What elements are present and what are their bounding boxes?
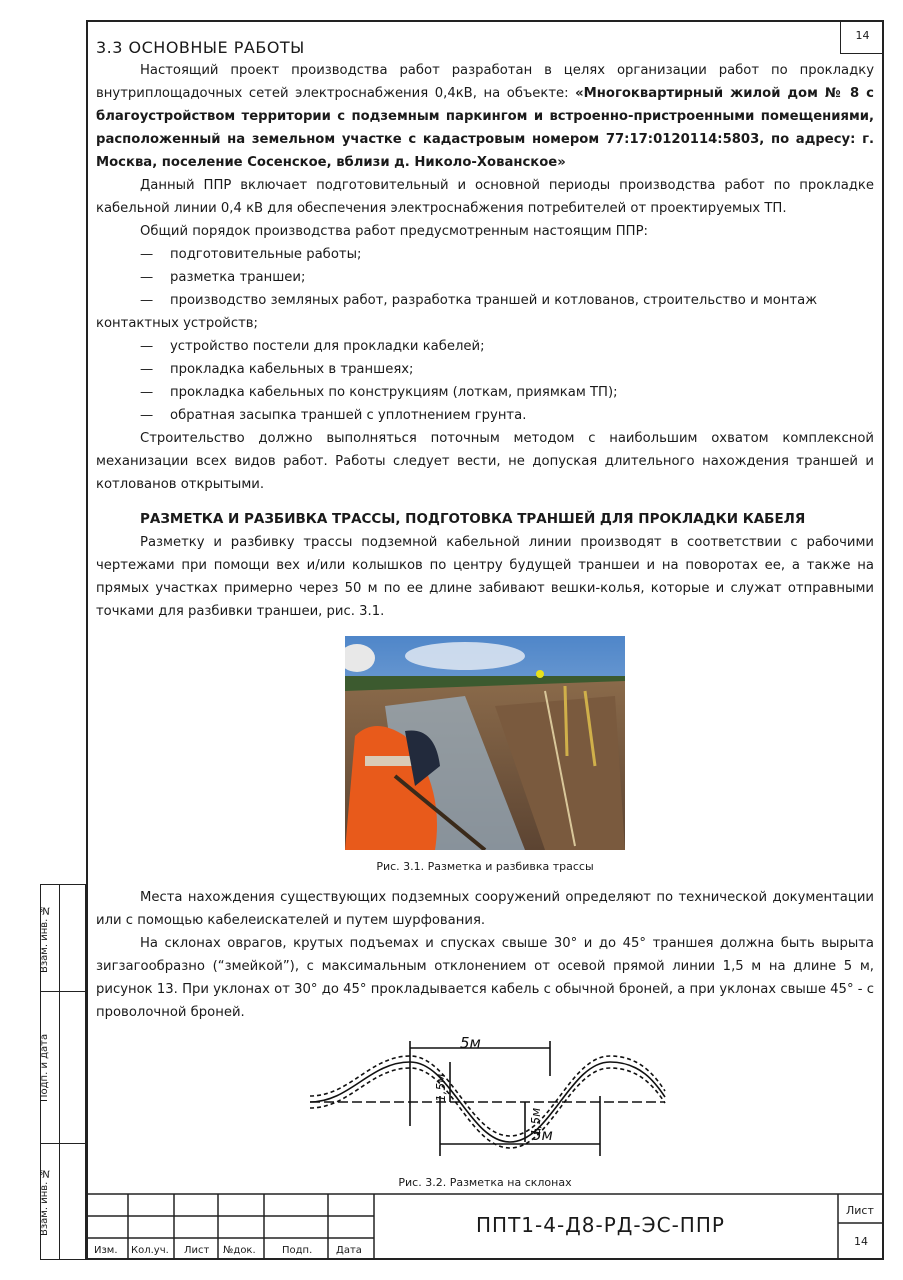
paragraph-method: Строительство должно выполняться поточным методом с наибольшим охватом комплексной механизации всех видов работ. Работы следует вести, не допуская длительного нахождения траншей и котлованов открытыми.: [96, 431, 874, 492]
col-list: Лист: [184, 1245, 210, 1256]
paragraph-utilities: Места нахождения существующих подземных сооружений определяют по технической документации или с помощью кабелеискателей и путем шурфования.: [96, 890, 874, 928]
paragraph-order: Общий порядок производства работ предусмотренным настоящим ППР:: [140, 224, 648, 239]
col-podp: Подп.: [282, 1245, 313, 1256]
dash: —: [140, 362, 154, 377]
paragraph-slopes: На склонах оврагов, крутых подъемах и спусках свыше 30° и до 45° траншея должна быть вырыта зигзагообразно (“змейкой”), с максимальным отклонением от осевой прямой линии 1,5 м на длине 5 м, рисунок 13. При уклонах от 30° до 45° прокладывается кабель с обычной броней, а при уклонах свыше 45° - с проволочной броней.: [96, 936, 874, 1020]
list-item-text: обратная засыпка траншей с уплотнением грунта.: [170, 408, 527, 423]
figure-caption-1: Рис. 3.1. Разметка и разбивка трассы: [376, 860, 594, 873]
main-text-lower: [96, 886, 874, 1024]
list-item: [96, 381, 874, 404]
side-stamp: [40, 884, 86, 1260]
side-label-1: Взам. инв. №: [39, 904, 50, 974]
list-item-text: устройство постели для прокладки кабелей;: [170, 339, 485, 354]
list-item-continuation: контактных устройств;: [96, 316, 258, 331]
main-text: [96, 36, 874, 623]
col-data: Дата: [336, 1245, 362, 1256]
figure-caption-2: Рис. 3.2. Разметка на склонах: [398, 1176, 572, 1189]
document-code: ППТ1-4-Д8-РД-ЭС-ППР: [476, 1213, 725, 1237]
dash: —: [140, 385, 154, 400]
list-item: [96, 289, 874, 312]
sheet-number-bottom: 14: [854, 1235, 868, 1248]
list-item-text: прокладка кабельных по конструкциям (лоткам, приямкам ТП);: [170, 385, 618, 400]
side-label-2: Подп. и дата: [39, 1033, 50, 1103]
list-item: [96, 266, 874, 289]
diagram-label-left: 1,5м: [434, 1073, 448, 1102]
paragraph-intro-plain: Настоящий проект производства работ разработан в целях организации работ по прокладку внутриплощадочных сетей электроснабжения 0,4кВ, на объекте:: [96, 63, 874, 101]
object-name: «Многоквартирный жилой дом № 8 с благоустройством территории с подземным паркингом и встроенно-пристроенными помещениями, расположенный на земельном участке с кадастровым номером 77:17:0120114:5803, по адресу: г. Москва, поселение Сосенское, вблизи д. Николо-Хованское»: [96, 86, 874, 170]
col-ndok: №док.: [223, 1245, 256, 1256]
sheet-label: Лист: [846, 1204, 874, 1217]
dash: —: [140, 339, 154, 354]
dash: —: [140, 247, 154, 262]
slope-zigzag-diagram: [300, 1036, 670, 1156]
list-item-text: прокладка кабельных в траншеях;: [170, 362, 414, 377]
list-item: [96, 335, 874, 358]
diagram-label-right: 1,5м: [529, 1107, 543, 1136]
col-izm: Изм.: [94, 1245, 118, 1256]
title-block: [86, 1193, 884, 1260]
trench-marking-photo: [345, 636, 625, 850]
list-item: [96, 404, 874, 427]
list-item: [96, 243, 874, 266]
list-item-text: подготовительные работы;: [170, 247, 362, 262]
diagram-label-top: 5м: [460, 1036, 481, 1052]
dash: —: [140, 293, 154, 308]
diagram-label-bottom: 5м: [532, 1126, 553, 1144]
sheet-number-top: 14: [840, 20, 884, 54]
dash: —: [140, 408, 154, 423]
list-item-text: разметка траншеи;: [170, 270, 306, 285]
side-label-3: Взам. инв. №: [39, 1167, 50, 1237]
subsection-heading: РАЗМЕТКА И РАЗБИВКА ТРАССЫ, ПОДГОТОВКА ТРАНШЕЙ ДЛЯ ПРОКЛАДКИ КАБЕЛЯ: [140, 511, 806, 527]
list-item: [96, 358, 874, 381]
list-item-text: производство земляных работ, разработка траншей и котлованов, строительство и монтаж: [170, 293, 818, 308]
section-title: 3.3 ОСНОВНЫЕ РАБОТЫ: [96, 38, 305, 57]
dash: —: [140, 270, 154, 285]
paragraph-scope: Данный ППР включает подготовительный и основной периоды производства работ по прокладке кабельной линии 0,4 кВ для обеспечения электроснабжения потребителей от проектируемых ТП.: [96, 178, 874, 216]
col-kol-uch: Кол.уч.: [131, 1245, 169, 1256]
paragraph-intro: [96, 59, 874, 174]
paragraph-marking: Разметку и разбивку трассы подземной кабельной линии производят в соответствии с рабочими чертежами при помощи вех и/или колышков по центру будущей траншеи и на поворотах ее, а также на прямых участках примерно через 50 м по ее длине забивают вешки-колья, которые и служат отправными точками для разбивки траншеи, рис. 3.1.: [96, 535, 874, 619]
